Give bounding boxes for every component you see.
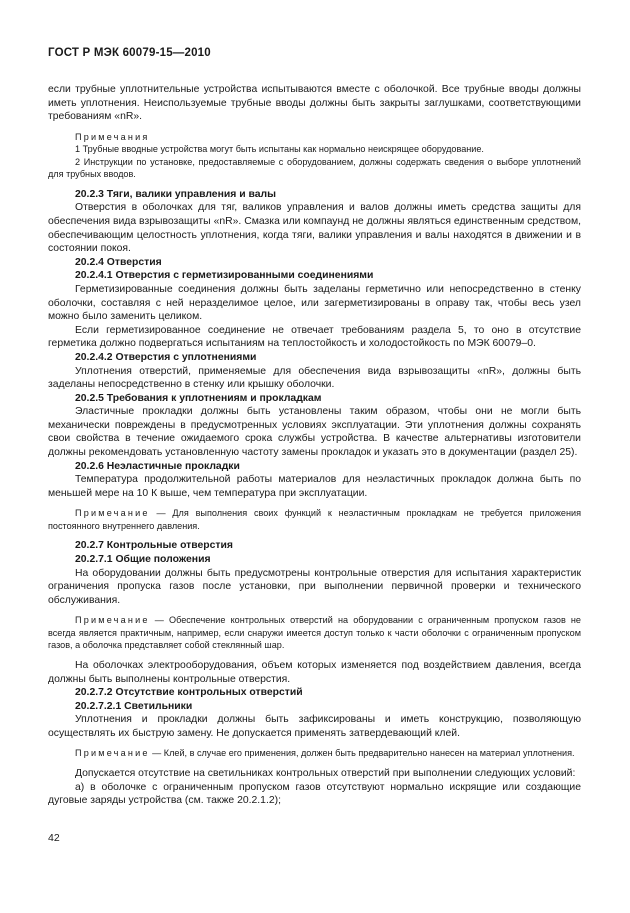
section-heading: 20.2.4.1 Отверстия с герметизированными соединениями (75, 270, 374, 282)
note-item: 2 Инструкции по установке, предоставляемые с оборудованием, должны содержать сведения о выборе уплотнений для трубных вводов. (48, 156, 581, 180)
paragraph: Герметизированные соединения должны быть заделаны герметично или непосредственно в стенку оболочки, составляя с ней неразделимое целое, или загерметизированы в оправу так, чтобы весь узел можно было заменить целиком. (48, 283, 581, 323)
standard-header: ГОСТ Р МЭК 60079-15—2010 (48, 47, 211, 59)
paragraph: На оболочках электрооборудования, объем которых изменяется под воздействием давления, всегда должны быть выполнены контрольные отверстия. (48, 659, 581, 685)
note (48, 747, 581, 760)
section-heading: 20.2.6 Неэластичные прокладки (75, 460, 240, 472)
note-label: Примечание (75, 748, 150, 759)
section-heading: 20.2.4 Отверстия (75, 256, 162, 268)
note-text: — Клей, в случае его применения, должен быть предварительно нанесен на материал уплотнения. (149, 748, 575, 759)
note (48, 507, 581, 532)
note-text: — Обеспечение контрольных отверстий на оборудовании с ограниченным пропуском газов не всегда является практичным, например, если снаружи имеется доступ только к части оболочки с ограниченным пропуском газов, а оболочка представляет собой стеклянный шар. (48, 615, 581, 651)
document-body (48, 83, 581, 808)
paragraph: Уплотнения и прокладки должны быть зафиксированы и иметь конструкцию, позволяющую осуществлять их быструю замену. Не допускается применять затвердевающий клей. (48, 714, 581, 739)
paragraph: Эластичные прокладки должны быть установлены таким образом, чтобы они не могли быть механически повреждены в предусмотренных условиях эксплуатации. Эти уплотнения должны сохранять свои свойства в течение ожидаемого срока службы устройства. В качестве альтернативы изготовители должны рекомендовать установленную частоту замены прокладок и указать это в документации (раздел 25). (48, 406, 581, 459)
section-heading: 20.2.7.2 Отсутствие контрольных отверстий (75, 687, 303, 699)
paragraph: Отверстия в оболочках для тяг, валиков управления и валов должны иметь средства защиты для обеспечения вида взрывозащиты «nR». Смазка или компаунд не должны являться единственным средством, обеспечивающим целостность уплотнения, когда тяги, валики управления и валы находятся в движении и в состоянии покоя. (48, 202, 581, 255)
paragraph: если трубные уплотнительные устройства испытываются вместе с оболочкой. Все трубные вводы должны иметь уплотнения. Неиспользуемые трубные вводы должны быть закрыты заглушками, соответствующими требованиям «nR». (48, 84, 581, 123)
note (48, 614, 581, 652)
section-heading: 20.2.7.1 Общие положения (75, 554, 211, 566)
page-number: 42 (48, 832, 60, 844)
paragraph: Если герметизированное соединение не отвечает требованиям раздела 5, то оно в отсутствие герметика должно подвергаться испытаниям на теплостойкость и холодостойкость по МЭК 60079–0. (48, 324, 581, 350)
note-label: Примечание (75, 615, 150, 626)
note-title: Примечания (75, 131, 150, 142)
paragraph: На оборудовании должны быть предусмотрены контрольные отверстия для испытания характеристик ограничения пропуска газов после установки, при выполнении первичной проверки и технического обслуживания. (48, 567, 581, 606)
paragraph: Допускается отсутствие на светильниках контрольных отверстий при выполнении следующих условий: (75, 767, 576, 779)
list-item: а) в оболочке с ограниченным пропуском газов отсутствуют нормально искрящие или создающие дуговые заряды устройства (см. также 20.2.1.2); (48, 781, 581, 807)
paragraph: Температура продолжительной работы материалов для неэластичных прокладок должна быть по меньшей мере на 10 К выше, чем температура при эксплуатации. (48, 474, 581, 499)
paragraph: Уплотнения отверстий, применяемые для обеспечения вида взрывозащиты «nR», должны быть заделаны непосредственно в стенку или крышку оболочки. (48, 365, 581, 391)
section-heading: 20.2.4.2 Отверстия с уплотнениями (75, 351, 257, 363)
section-heading: 20.2.7.2.1 Светильники (75, 700, 193, 712)
note-text: — Для выполнения своих функций к неэластичным прокладкам не требуется приложения постоянного внутреннего давления. (48, 508, 581, 531)
note-item: 1 Трубные вводные устройства могут быть испытаны как нормально неискрящее оборудование. (75, 144, 484, 155)
note-label: Примечание (75, 508, 150, 519)
section-heading: 20.2.5 Требования к уплотнениям и прокладкам (75, 392, 322, 404)
section-heading: 20.2.7 Контрольные отверстия (75, 540, 233, 552)
section-heading: 20.2.3 Тяги, валики управления и валы (75, 188, 276, 200)
